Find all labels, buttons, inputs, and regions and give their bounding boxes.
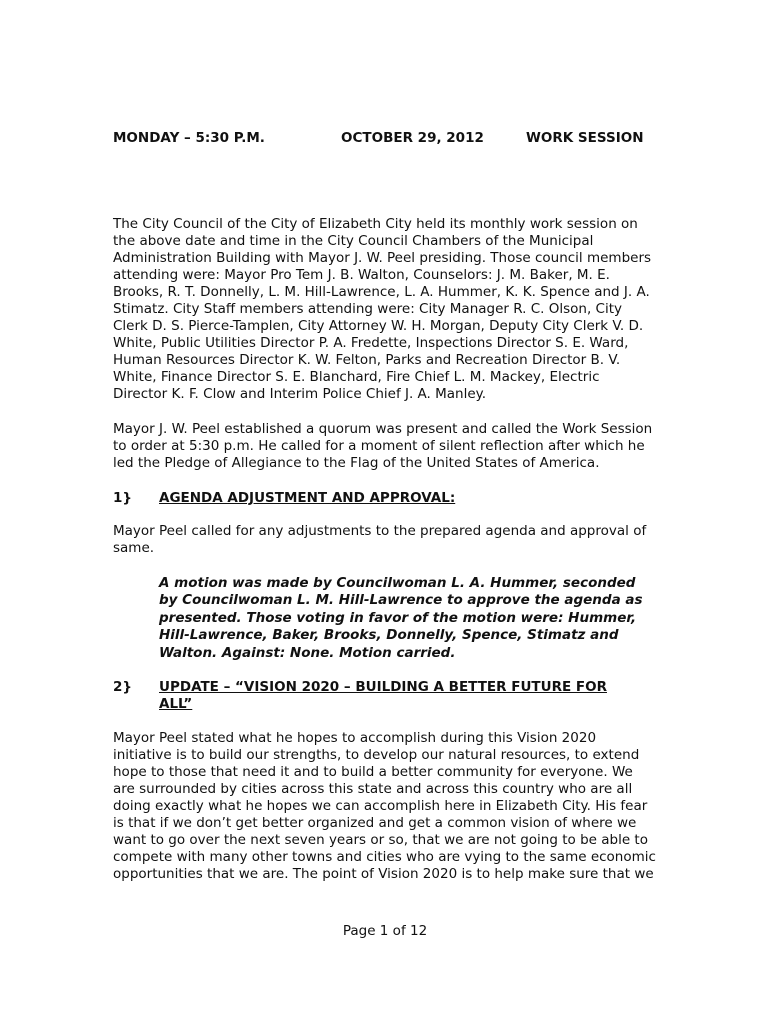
agenda-item-number: 1} — [113, 490, 133, 506]
agenda-item-title: UPDATE – “VISION 2020 – BUILDING A BETTER FUTURE FOR ALL” — [159, 679, 607, 712]
agenda-paragraph: Mayor Peel called for any adjustments to the prepared agenda and approval of same. — [113, 523, 647, 556]
motion-text: A motion was made by Councilwoman L. A. Hummer, seconded by Councilwoman L. M. Hill-Lawrence to approve the agenda as presented. Those voting in favor of the motion were: Hummer, Hill-Lawrence, Baker, Brooks, Donnelly, Spence, Stimatz and Walton. Against: None. Motion carried. — [159, 575, 643, 661]
call-to-order-paragraph: Mayor J. W. Peel established a quorum was present and called the Work Session to order at 5:30 p.m. He called for a moment of silent reflection after which he led the Pledge of Allegiance to the Flag of the United States of America. — [113, 421, 653, 471]
attendance-paragraph: The City Council of the City of Elizabeth City held its monthly work session on the above date and time in the City Council Chambers of the Municipal Administration Building with Mayor J. W. Peel presiding. Those council members attending were: Mayor Pro Tem J. B. Walton, Counselors: J. M. Baker, M. E. Brooks, R. T. Donnelly, L. M. Hill-Lawrence, L. A. Hummer, K. K. Spence and J. A. Stimatz. City Staff members attending were: City Manager R. C. Olson, City Clerk D. S. Pierce-Tamplen, City Attorney W. H. Morgan, Deputy City Clerk V. D. White, Public Utilities Director P. A. Fredette, Inspections Director S. E. Ward, Human Resources Director K. W. Felton, Parks and Recreation Director B. V. White, Finance Director S. E. Blanchard, Fire Chief L. M. Mackey, Electric Director K. F. Clow and Interim Police Chief J. A. Manley. — [113, 216, 652, 402]
agenda-item-title: AGENDA ADJUSTMENT AND APPROVAL: — [159, 490, 456, 506]
session-header — [113, 130, 673, 150]
vision-2020-paragraph: Mayor Peel stated what he hopes to accomplish during this Vision 2020 initiative is to build our strengths, to develop our natural resources, to extend hope to those that need it and to build a better community for everyone. We are surrounded by cities across this state and across this country who are all doing exactly what he hopes we can accomplish here in Elizabeth City. His fear is that if we don’t get better organized and get a common vision of where we want to go over the next seven years or so, that we are not going to be able to compete with many other towns and cities who are vying to the same economic opportunities that we are. The point of Vision 2020 is to help make sure that we — [113, 730, 656, 882]
agenda-item-number: 2} — [113, 679, 133, 695]
header-session-type: WORK SESSION — [526, 130, 644, 146]
header-date: OCTOBER 29, 2012 — [341, 130, 484, 146]
page-number: Page 1 of 12 — [342, 923, 428, 939]
header-day-time: MONDAY – 5:30 P.M. — [113, 130, 265, 146]
